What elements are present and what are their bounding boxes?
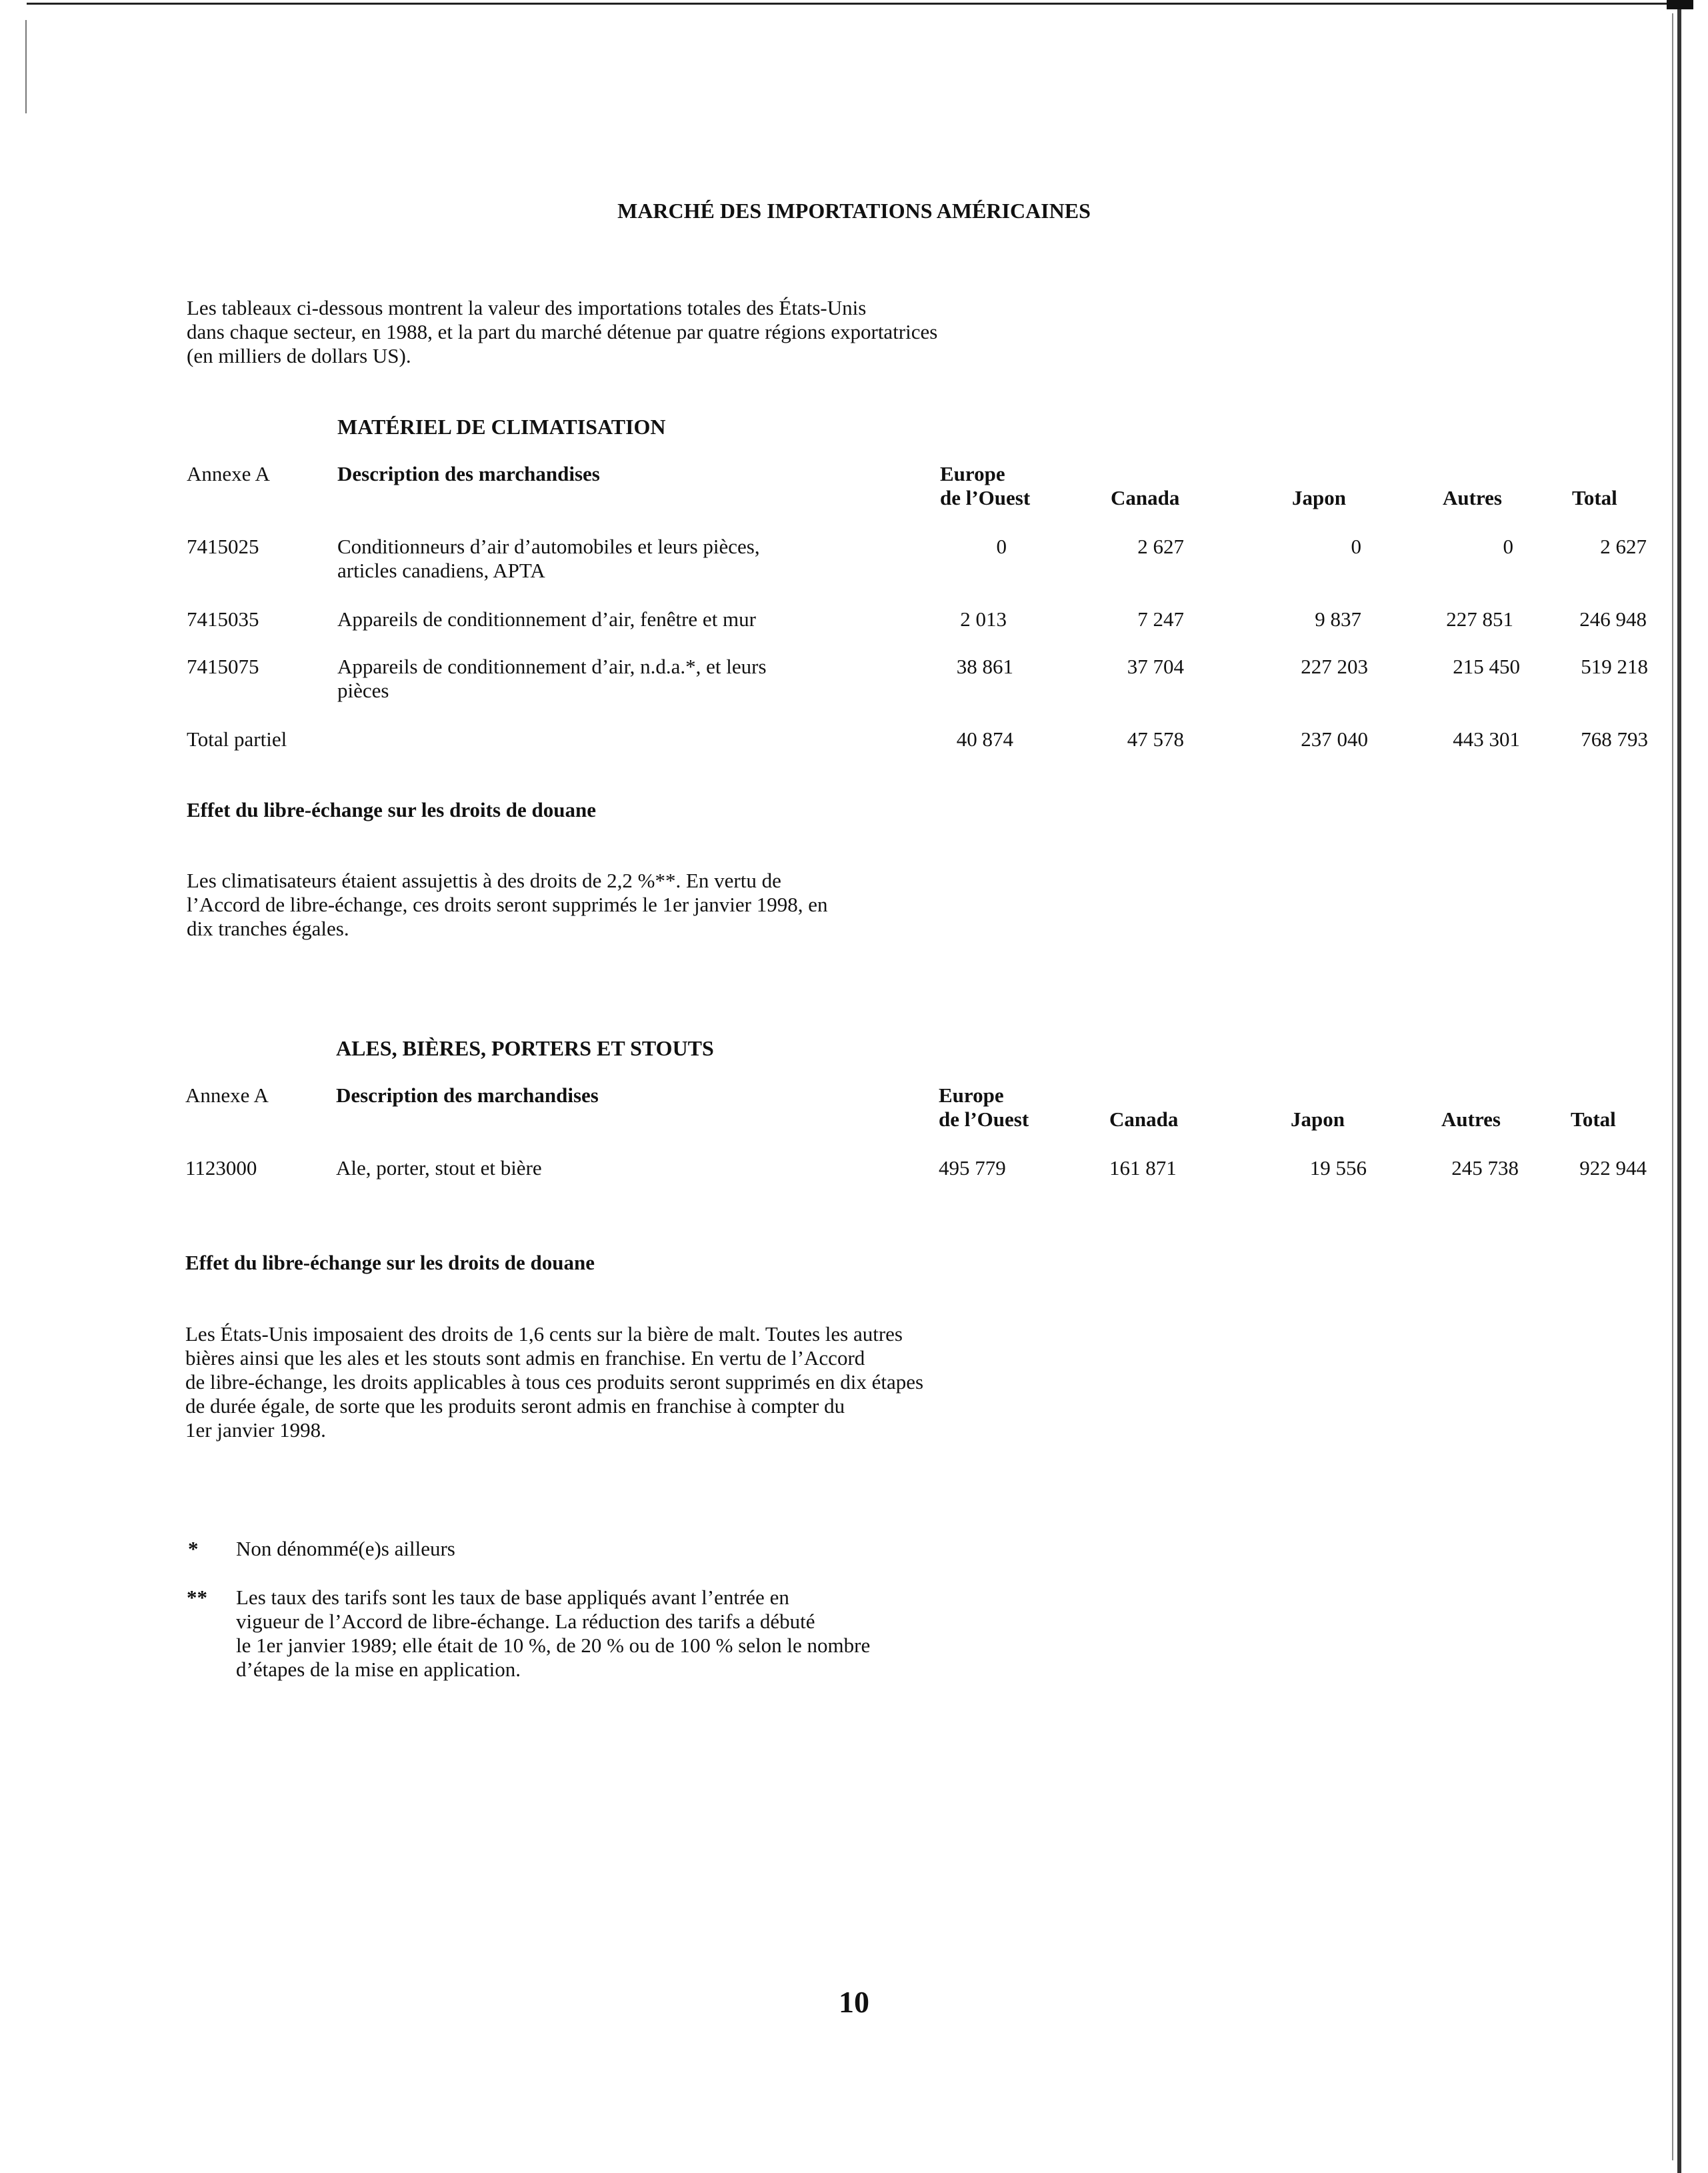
table2-header-europe-2: de l’Ouest bbox=[939, 1108, 1029, 1131]
effect-text-2-line-4: de durée égale, de sorte que les produits seront admis en franchise à compter du bbox=[185, 1394, 845, 1418]
row-autres: 227 851 bbox=[1446, 607, 1513, 631]
row-annex: 7415075 bbox=[187, 655, 259, 678]
effect-text-2-line-2: bières ainsi que les ales et les stouts sont admis en franchise. En vertu de l’Accord bbox=[185, 1346, 865, 1370]
subtotal-autres: 443 301 bbox=[1453, 727, 1520, 751]
table2-header-japon: Japon bbox=[1291, 1108, 1345, 1131]
row-description-line: Conditionneurs d’air d’automobiles et leurs pièces, bbox=[337, 535, 760, 558]
intro-line-3: (en milliers de dollars US). bbox=[187, 344, 411, 367]
table2-header-annex: Annexe A bbox=[185, 1083, 269, 1107]
effect-text-1-line-2: l’Accord de libre-échange, ces droits seront supprimés le 1er janvier 1998, en bbox=[187, 893, 828, 916]
table1-header-total: Total bbox=[1572, 486, 1617, 509]
footnote-text-line: d’étapes de la mise en application. bbox=[236, 1658, 521, 1681]
table2-title: ALES, BIÈRES, PORTERS ET STOUTS bbox=[336, 1036, 714, 1060]
row-japon: 19 556 bbox=[1309, 1156, 1367, 1180]
table1-header-annex: Annexe A bbox=[187, 462, 270, 485]
row-japon: 227 203 bbox=[1301, 655, 1368, 678]
table1-header-europe-2: de l’Ouest bbox=[940, 486, 1031, 509]
table1-header-canada: Canada bbox=[1111, 486, 1180, 509]
row-europe: 38 861 bbox=[956, 655, 1013, 678]
table2-header-autres: Autres bbox=[1441, 1108, 1501, 1131]
row-canada: 161 871 bbox=[1109, 1156, 1177, 1180]
footnote-text-line: vigueur de l’Accord de libre-échange. La réduction des tarifs a débuté bbox=[236, 1610, 815, 1633]
row-europe: 0 bbox=[996, 535, 1007, 558]
row-total: 246 948 bbox=[1579, 607, 1647, 631]
row-autres: 245 738 bbox=[1451, 1156, 1519, 1180]
row-europe: 495 779 bbox=[939, 1156, 1006, 1180]
effect-text-2-line-5: 1er janvier 1998. bbox=[185, 1418, 326, 1442]
subtotal-japon: 237 040 bbox=[1301, 727, 1368, 751]
row-total: 922 944 bbox=[1579, 1156, 1647, 1180]
table1-header-autres: Autres bbox=[1443, 486, 1502, 509]
subtotal-europe: 40 874 bbox=[956, 727, 1013, 751]
footnote-mark: ** bbox=[187, 1586, 207, 1609]
footnote-text-line: Non dénommé(e)s ailleurs bbox=[236, 1537, 455, 1560]
page-number: 10 bbox=[839, 1985, 869, 2019]
footnote-mark: * bbox=[188, 1537, 199, 1560]
scan-edge-right bbox=[1677, 0, 1681, 2173]
footnote-text-line: le 1er janvier 1989; elle était de 10 %, de 20 % ou de 100 % selon le nombre bbox=[236, 1634, 871, 1657]
subtotal-total: 768 793 bbox=[1581, 727, 1648, 751]
effect-heading-1: Effet du libre-échange sur les droits de douane bbox=[187, 798, 597, 821]
subtotal-canada: 47 578 bbox=[1127, 727, 1184, 751]
row-canada: 2 627 bbox=[1137, 535, 1184, 558]
table1-title: MATÉRIEL DE CLIMATISATION bbox=[337, 415, 666, 439]
row-japon: 9 837 bbox=[1315, 607, 1361, 631]
row-autres: 215 450 bbox=[1453, 655, 1520, 678]
effect-heading-2: Effet du libre-échange sur les droits de douane bbox=[185, 1251, 595, 1274]
intro-line-1: Les tableaux ci-dessous montrent la valeur des importations totales des États-Unis bbox=[187, 296, 867, 319]
row-autres: 0 bbox=[1503, 535, 1513, 558]
effect-text-2-line-1: Les États-Unis imposaient des droits de 1,6 cents sur la bière de malt. Toutes les autres bbox=[185, 1322, 903, 1346]
row-europe: 2 013 bbox=[960, 607, 1007, 631]
intro-line-2: dans chaque secteur, en 1988, et la part du marché détenue par quatre régions exportatrices bbox=[187, 320, 938, 343]
table2-header-europe-1: Europe bbox=[939, 1083, 1004, 1107]
row-canada: 37 704 bbox=[1127, 655, 1184, 678]
scan-edge-right-inner bbox=[1672, 13, 1673, 2160]
row-description-line: articles canadiens, APTA bbox=[337, 559, 545, 582]
table2-header-canada: Canada bbox=[1109, 1108, 1179, 1131]
scan-edge-left bbox=[25, 20, 27, 113]
row-japon: 0 bbox=[1351, 535, 1361, 558]
row-description-line: pièces bbox=[337, 679, 389, 702]
row-annex: 1123000 bbox=[185, 1156, 257, 1180]
subtotal-label: Total partiel bbox=[187, 727, 287, 751]
row-total: 519 218 bbox=[1581, 655, 1648, 678]
table1-header-japon: Japon bbox=[1292, 486, 1346, 509]
table2-header-total: Total bbox=[1571, 1108, 1616, 1131]
effect-text-1-line-1: Les climatisateurs étaient assujettis à des droits de 2,2 %**. En vertu de bbox=[187, 869, 781, 892]
row-description-line: Ale, porter, stout et bière bbox=[336, 1156, 542, 1180]
scan-edge-top bbox=[27, 3, 1680, 5]
row-annex: 7415025 bbox=[187, 535, 259, 558]
table1-header-description: Description des marchandises bbox=[337, 462, 600, 485]
page-title: MARCHÉ DES IMPORTATIONS AMÉRICAINES bbox=[617, 199, 1091, 223]
footnote-text-line: Les taux des tarifs sont les taux de base appliqués avant l’entrée en bbox=[236, 1586, 789, 1609]
row-total: 2 627 bbox=[1600, 535, 1647, 558]
row-annex: 7415035 bbox=[187, 607, 259, 631]
effect-text-2-line-3: de libre-échange, les droits applicables à tous ces produits seront supprimés en dix étapes bbox=[185, 1370, 924, 1394]
row-description-line: Appareils de conditionnement d’air, n.d.a.*, et leurs bbox=[337, 655, 767, 678]
effect-text-1-line-3: dix tranches égales. bbox=[187, 917, 349, 940]
scan-corner-mark bbox=[1667, 0, 1693, 9]
table1-header-europe-1: Europe bbox=[940, 462, 1005, 485]
table2-header-description: Description des marchandises bbox=[336, 1083, 599, 1107]
row-description-line: Appareils de conditionnement d’air, fenêtre et mur bbox=[337, 607, 756, 631]
row-canada: 7 247 bbox=[1137, 607, 1184, 631]
